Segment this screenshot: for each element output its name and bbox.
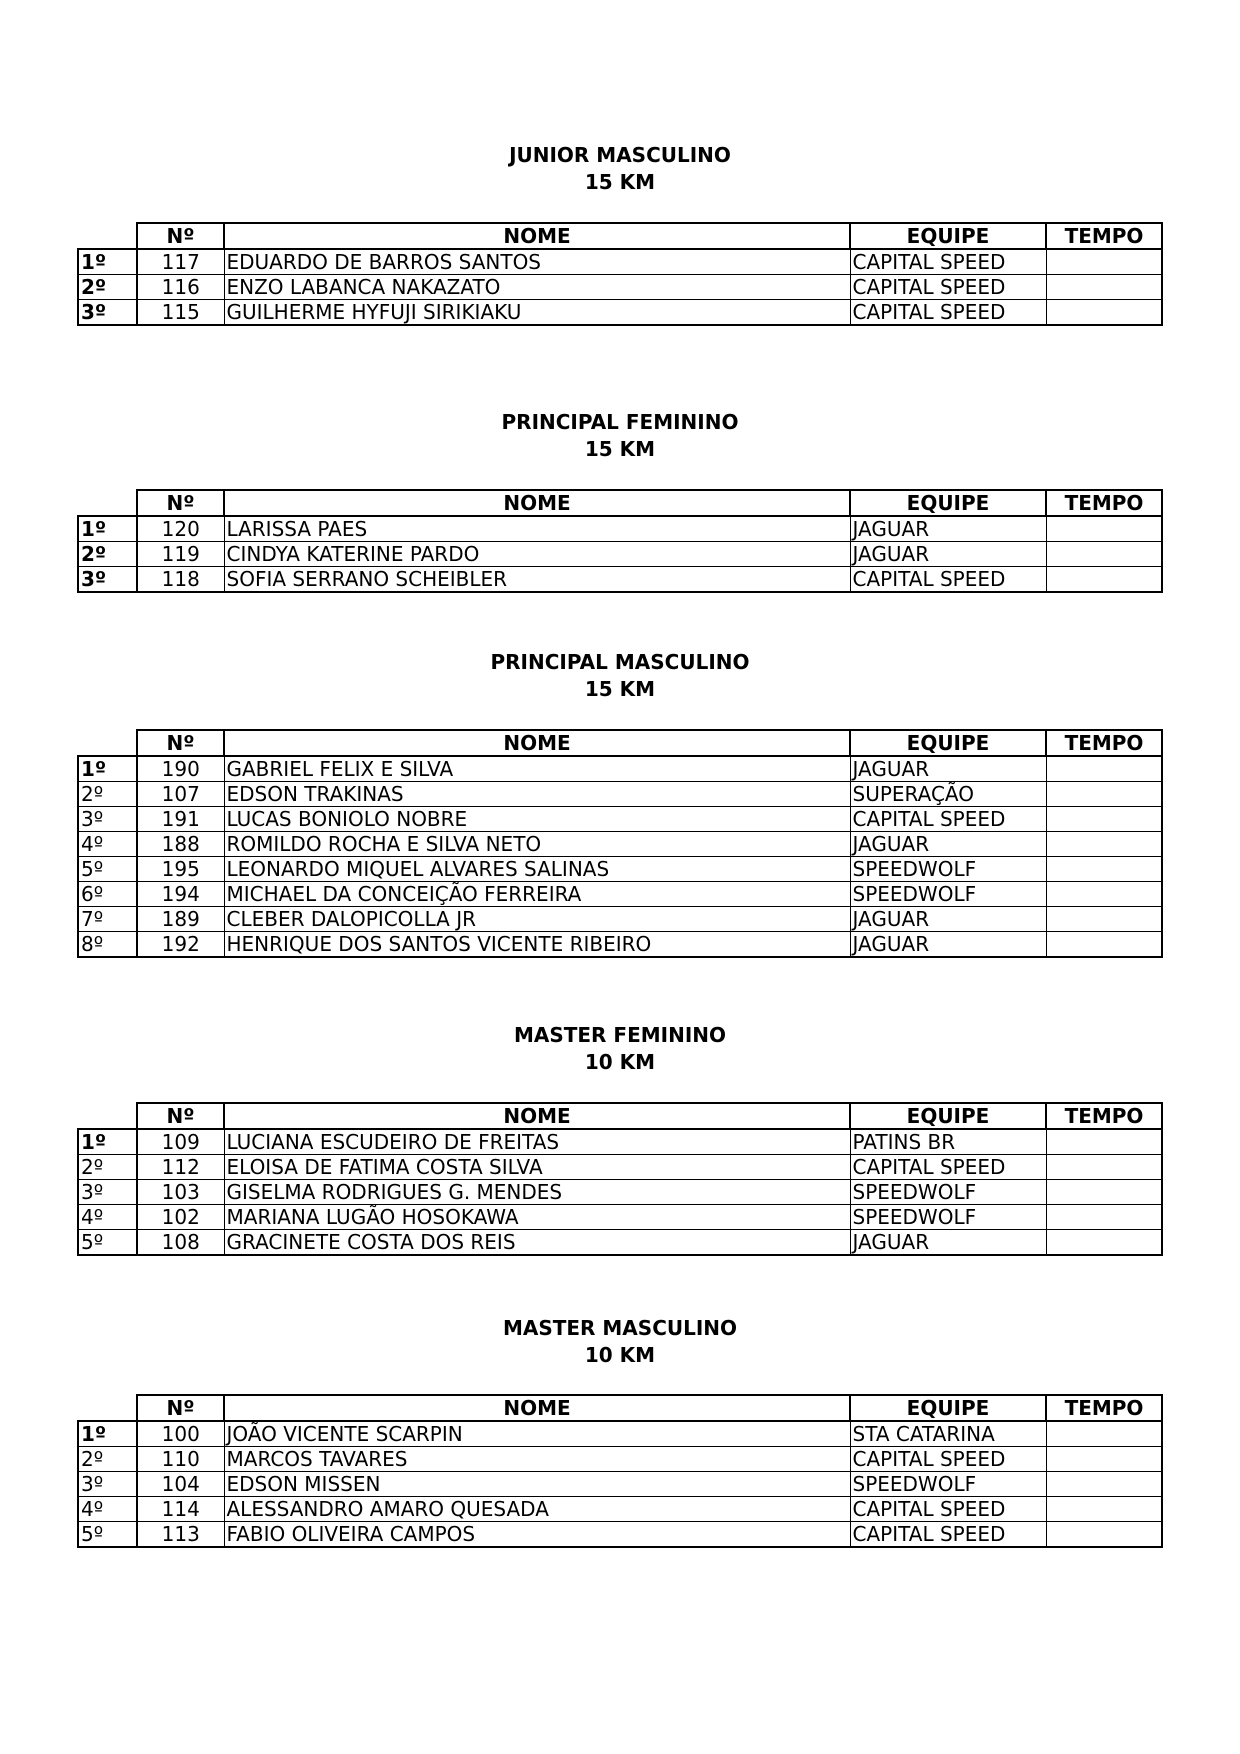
table-row xyxy=(78,567,1162,593)
time-cell xyxy=(1046,1180,1162,1205)
number-cell: 192 xyxy=(137,932,224,958)
number-cell: 108 xyxy=(137,1230,224,1256)
team-cell: CAPITAL SPEED xyxy=(850,567,1046,593)
header-time: TEMPO xyxy=(1046,1395,1162,1421)
header-team: EQUIPE xyxy=(850,730,1046,756)
results-table-principal-masculino xyxy=(77,729,1163,958)
number-cell: 194 xyxy=(137,882,224,907)
table-row xyxy=(78,882,1162,907)
table-row xyxy=(78,300,1162,326)
number-cell: 118 xyxy=(137,567,224,593)
section-distance: 15 KM xyxy=(584,677,656,701)
name-cell: LUCAS BONIOLO NOBRE xyxy=(224,807,850,832)
header-name: NOME xyxy=(224,490,850,516)
name-cell: ALESSANDRO AMARO QUESADA xyxy=(224,1497,850,1522)
section-distance: 10 KM xyxy=(584,1343,656,1367)
number-cell: 190 xyxy=(137,756,224,782)
header-number: Nº xyxy=(137,490,224,516)
time-cell xyxy=(1046,907,1162,932)
table-row xyxy=(78,1421,1162,1447)
header-corner xyxy=(78,1395,137,1421)
position-cell: 8º xyxy=(78,932,137,958)
name-cell: MARIANA LUGÃO HOSOKAWA xyxy=(224,1205,850,1230)
team-cell: SUPERAÇÃO xyxy=(850,782,1046,807)
section-master-feminino xyxy=(0,1022,1240,1076)
name-cell: GUILHERME HYFUJI SIRIKIAKU xyxy=(224,300,850,326)
position-cell: 6º xyxy=(78,882,137,907)
position-cell: 5º xyxy=(78,857,137,882)
team-cell: SPEEDWOLF xyxy=(850,1180,1046,1205)
team-cell: CAPITAL SPEED xyxy=(850,1155,1046,1180)
team-cell: CAPITAL SPEED xyxy=(850,1497,1046,1522)
table-row xyxy=(78,857,1162,882)
section-distance: 10 KM xyxy=(584,1050,656,1074)
name-cell: EDSON TRAKINAS xyxy=(224,782,850,807)
section-title: JUNIOR MASCULINO xyxy=(509,143,731,167)
number-cell: 109 xyxy=(137,1129,224,1155)
number-cell: 195 xyxy=(137,857,224,882)
header-team: EQUIPE xyxy=(850,223,1046,249)
section-title: MASTER MASCULINO xyxy=(502,1316,738,1340)
team-cell: SPEEDWOLF xyxy=(850,1205,1046,1230)
results-table-master-masculino xyxy=(77,1394,1163,1548)
header-number: Nº xyxy=(137,1103,224,1129)
table-row xyxy=(78,832,1162,857)
header-time: TEMPO xyxy=(1046,223,1162,249)
team-cell: CAPITAL SPEED xyxy=(850,249,1046,275)
section-principal-masculino xyxy=(0,649,1240,703)
name-cell: ENZO LABANCA NAKAZATO xyxy=(224,275,850,300)
time-cell xyxy=(1046,1447,1162,1472)
time-cell xyxy=(1046,1129,1162,1155)
name-cell: ROMILDO ROCHA E SILVA NETO xyxy=(224,832,850,857)
table-row xyxy=(78,782,1162,807)
team-cell: SPEEDWOLF xyxy=(850,1472,1046,1497)
table-row xyxy=(78,275,1162,300)
team-cell: CAPITAL SPEED xyxy=(850,275,1046,300)
number-cell: 117 xyxy=(137,249,224,275)
table-row xyxy=(78,1155,1162,1180)
number-cell: 115 xyxy=(137,300,224,326)
number-cell: 191 xyxy=(137,807,224,832)
table-row xyxy=(78,1472,1162,1497)
team-cell: JAGUAR xyxy=(850,756,1046,782)
number-cell: 110 xyxy=(137,1447,224,1472)
team-cell: CAPITAL SPEED xyxy=(850,1447,1046,1472)
name-cell: LUCIANA ESCUDEIRO DE FREITAS xyxy=(224,1129,850,1155)
section-title: PRINCIPAL MASCULINO xyxy=(490,650,750,674)
number-cell: 103 xyxy=(137,1180,224,1205)
table-header-row xyxy=(78,490,1162,516)
time-cell xyxy=(1046,300,1162,326)
time-cell xyxy=(1046,857,1162,882)
table-row xyxy=(78,932,1162,958)
name-cell: CLEBER DALOPICOLLA JR xyxy=(224,907,850,932)
team-cell: SPEEDWOLF xyxy=(850,857,1046,882)
name-cell: EDUARDO DE BARROS SANTOS xyxy=(224,249,850,275)
name-cell: JOÃO VICENTE SCARPIN xyxy=(224,1421,850,1447)
position-cell: 4º xyxy=(78,1497,137,1522)
position-cell: 5º xyxy=(78,1230,137,1256)
header-team: EQUIPE xyxy=(850,1395,1046,1421)
position-cell: 4º xyxy=(78,832,137,857)
time-cell xyxy=(1046,832,1162,857)
time-cell xyxy=(1046,807,1162,832)
name-cell: SOFIA SERRANO SCHEIBLER xyxy=(224,567,850,593)
number-cell: 113 xyxy=(137,1522,224,1548)
team-cell: JAGUAR xyxy=(850,516,1046,542)
header-number: Nº xyxy=(137,1395,224,1421)
name-cell: LARISSA PAES xyxy=(224,516,850,542)
team-cell: JAGUAR xyxy=(850,542,1046,567)
position-cell: 3º xyxy=(78,807,137,832)
position-cell: 3º xyxy=(78,1180,137,1205)
team-cell: STA CATARINA xyxy=(850,1421,1046,1447)
results-table-master-feminino xyxy=(77,1102,1163,1256)
table-row xyxy=(78,542,1162,567)
number-cell: 100 xyxy=(137,1421,224,1447)
table-row xyxy=(78,516,1162,542)
table-row xyxy=(78,807,1162,832)
number-cell: 119 xyxy=(137,542,224,567)
team-cell: JAGUAR xyxy=(850,907,1046,932)
position-cell: 2º xyxy=(78,1447,137,1472)
name-cell: ELOISA DE FATIMA COSTA SILVA xyxy=(224,1155,850,1180)
time-cell xyxy=(1046,1522,1162,1548)
name-cell: EDSON MISSEN xyxy=(224,1472,850,1497)
header-number: Nº xyxy=(137,223,224,249)
table-header-row xyxy=(78,223,1162,249)
header-name: NOME xyxy=(224,730,850,756)
table-row xyxy=(78,249,1162,275)
header-corner xyxy=(78,1103,137,1129)
position-cell: 1º xyxy=(78,249,137,275)
time-cell xyxy=(1046,275,1162,300)
name-cell: MICHAEL DA CONCEIÇÃO FERREIRA xyxy=(224,882,850,907)
section-title: PRINCIPAL FEMININO xyxy=(501,410,739,434)
name-cell: CINDYA KATERINE PARDO xyxy=(224,542,850,567)
table-row xyxy=(78,1447,1162,1472)
number-cell: 188 xyxy=(137,832,224,857)
table-row xyxy=(78,1129,1162,1155)
header-number: Nº xyxy=(137,730,224,756)
table-header-row xyxy=(78,730,1162,756)
header-time: TEMPO xyxy=(1046,730,1162,756)
position-cell: 2º xyxy=(78,542,137,567)
header-team: EQUIPE xyxy=(850,490,1046,516)
header-corner xyxy=(78,730,137,756)
name-cell: GISELMA RODRIGUES G. MENDES xyxy=(224,1180,850,1205)
section-principal-feminino xyxy=(0,409,1240,463)
position-cell: 1º xyxy=(78,1421,137,1447)
header-name: NOME xyxy=(224,1395,850,1421)
number-cell: 120 xyxy=(137,516,224,542)
results-table-principal-feminino xyxy=(77,489,1163,593)
position-cell: 3º xyxy=(78,300,137,326)
table-header-row xyxy=(78,1103,1162,1129)
table-row xyxy=(78,1230,1162,1256)
number-cell: 102 xyxy=(137,1205,224,1230)
number-cell: 104 xyxy=(137,1472,224,1497)
position-cell: 3º xyxy=(78,567,137,593)
team-cell: JAGUAR xyxy=(850,932,1046,958)
table-row xyxy=(78,1180,1162,1205)
number-cell: 114 xyxy=(137,1497,224,1522)
table-row xyxy=(78,1205,1162,1230)
team-cell: JAGUAR xyxy=(850,1230,1046,1256)
time-cell xyxy=(1046,882,1162,907)
team-cell: SPEEDWOLF xyxy=(850,882,1046,907)
time-cell xyxy=(1046,932,1162,958)
section-junior-masculino xyxy=(0,142,1240,196)
header-corner xyxy=(78,223,137,249)
section-distance: 15 KM xyxy=(584,437,656,461)
time-cell xyxy=(1046,1421,1162,1447)
name-cell: GRACINETE COSTA DOS REIS xyxy=(224,1230,850,1256)
team-cell: CAPITAL SPEED xyxy=(850,300,1046,326)
time-cell xyxy=(1046,756,1162,782)
position-cell: 1º xyxy=(78,1129,137,1155)
team-cell: JAGUAR xyxy=(850,832,1046,857)
time-cell xyxy=(1046,1205,1162,1230)
position-cell: 2º xyxy=(78,782,137,807)
time-cell xyxy=(1046,567,1162,593)
table-header-row xyxy=(78,1395,1162,1421)
time-cell xyxy=(1046,249,1162,275)
team-cell: CAPITAL SPEED xyxy=(850,807,1046,832)
header-name: NOME xyxy=(224,1103,850,1129)
table-row xyxy=(78,907,1162,932)
time-cell xyxy=(1046,1230,1162,1256)
position-cell: 3º xyxy=(78,1472,137,1497)
team-cell: PATINS BR xyxy=(850,1129,1046,1155)
section-master-masculino xyxy=(0,1315,1240,1369)
team-cell: CAPITAL SPEED xyxy=(850,1522,1046,1548)
number-cell: 189 xyxy=(137,907,224,932)
time-cell xyxy=(1046,542,1162,567)
table-row xyxy=(78,1522,1162,1548)
position-cell: 5º xyxy=(78,1522,137,1548)
time-cell xyxy=(1046,516,1162,542)
time-cell xyxy=(1046,1497,1162,1522)
time-cell xyxy=(1046,1155,1162,1180)
name-cell: LEONARDO MIQUEL ALVARES SALINAS xyxy=(224,857,850,882)
number-cell: 112 xyxy=(137,1155,224,1180)
number-cell: 107 xyxy=(137,782,224,807)
name-cell: HENRIQUE DOS SANTOS VICENTE RIBEIRO xyxy=(224,932,850,958)
header-time: TEMPO xyxy=(1046,490,1162,516)
name-cell: MARCOS TAVARES xyxy=(224,1447,850,1472)
name-cell: FABIO OLIVEIRA CAMPOS xyxy=(224,1522,850,1548)
header-corner xyxy=(78,490,137,516)
number-cell: 116 xyxy=(137,275,224,300)
position-cell: 1º xyxy=(78,516,137,542)
position-cell: 2º xyxy=(78,1155,137,1180)
section-distance: 15 KM xyxy=(584,170,656,194)
position-cell: 1º xyxy=(78,756,137,782)
table-row xyxy=(78,756,1162,782)
table-row xyxy=(78,1497,1162,1522)
name-cell: GABRIEL FELIX E SILVA xyxy=(224,756,850,782)
header-name: NOME xyxy=(224,223,850,249)
position-cell: 4º xyxy=(78,1205,137,1230)
header-team: EQUIPE xyxy=(850,1103,1046,1129)
position-cell: 7º xyxy=(78,907,137,932)
header-time: TEMPO xyxy=(1046,1103,1162,1129)
time-cell xyxy=(1046,1472,1162,1497)
results-table-junior-masculino xyxy=(77,222,1163,326)
section-title: MASTER FEMININO xyxy=(513,1023,727,1047)
position-cell: 2º xyxy=(78,275,137,300)
time-cell xyxy=(1046,782,1162,807)
